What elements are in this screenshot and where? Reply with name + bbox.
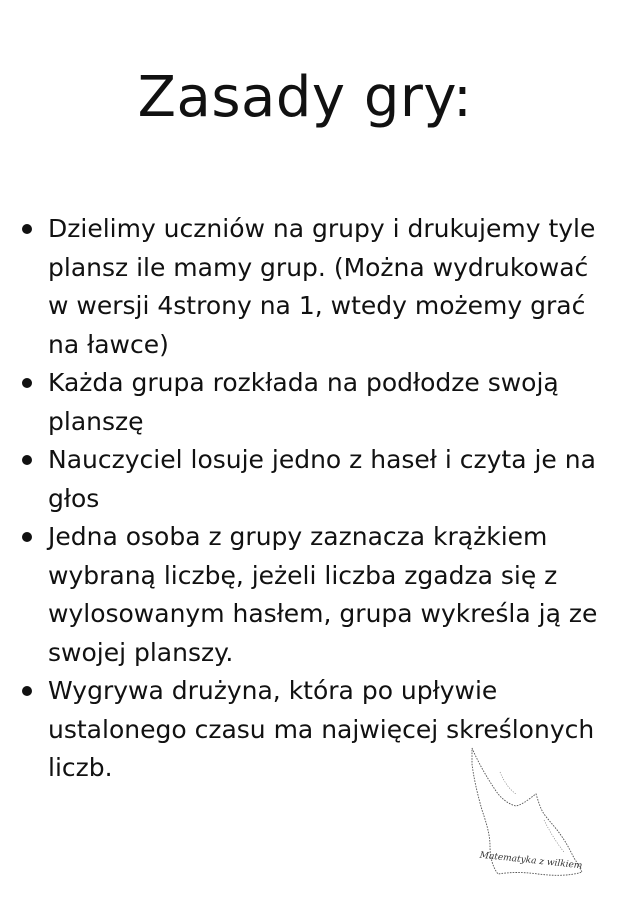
rule-text: Dzielimy uczniów na grupy i drukujemy tyle plansz ile mamy grup. (Można wydrukować w wersji 4strony na 1, wtedy możemy grać na ławce)	[48, 214, 596, 359]
rule-text: Jedna osoba z grupy zaznacza krążkiem wybraną liczbę, jeżeli liczba zgadza się z wylosowanym hasłem, grupa wykreśla ją ze swojej planszy.	[48, 522, 598, 667]
page-title: Zasady gry:	[137, 65, 473, 130]
rules-list	[16, 210, 616, 788]
list-item	[16, 210, 616, 364]
bullet-icon	[22, 455, 32, 465]
rule-text: Wygrywa drużyna, która po upływie ustalonego czasu ma najwięcej skreślonych liczb.	[48, 676, 595, 782]
list-item	[16, 441, 616, 518]
bullet-icon	[22, 224, 32, 234]
logo-signature: Matematyka z wilkiem	[479, 850, 583, 872]
bullet-icon	[22, 532, 32, 542]
bullet-icon	[22, 686, 32, 696]
list-item	[16, 364, 616, 441]
rule-text: Każda grupa rozkłada na podłodze swoją planszę	[48, 368, 559, 436]
bullet-icon	[22, 378, 32, 388]
list-item	[16, 518, 616, 672]
logo	[464, 742, 594, 890]
rule-text: Nauczyciel losuje jedno z haseł i czyta je na głos	[48, 445, 596, 513]
